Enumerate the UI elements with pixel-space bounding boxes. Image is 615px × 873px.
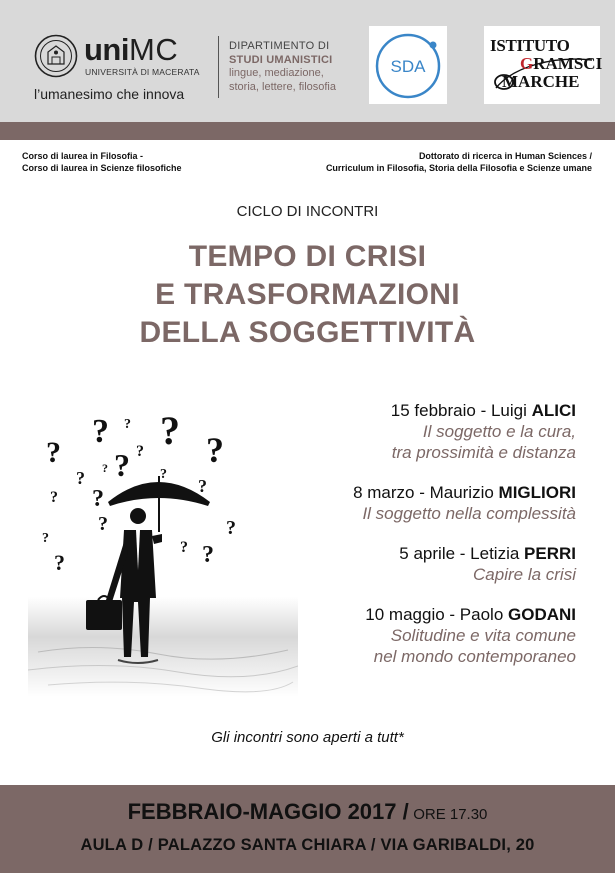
poster-title — [0, 238, 615, 352]
footer-dates-line — [0, 799, 615, 825]
gramsci-logo — [484, 26, 603, 104]
unimc-subtitle: UNIVERSITÀ DI MACERATA — [85, 67, 200, 77]
department-line-3: lingue, mediazione, — [229, 67, 324, 79]
svg-text:?: ? — [102, 461, 108, 475]
event-topic-line-2: nel mondo contemporaneo — [373, 647, 576, 666]
accent-band — [0, 122, 615, 140]
department-name: STUDI UMANISTICI — [229, 53, 333, 66]
event-speaker: 15 febbraio - Luigi ALICI — [390, 401, 576, 420]
unimc-tagline: l’umanesimo che innova — [34, 86, 185, 102]
unimc-logo — [34, 32, 204, 100]
event-topic-line-1: Il soggetto nella complessità — [362, 504, 576, 523]
sda-logo — [369, 26, 447, 104]
svg-text:?: ? — [160, 467, 167, 482]
svg-text:?: ? — [206, 430, 224, 470]
title-line-1: TEMPO DI CRISI — [188, 240, 427, 273]
event-item — [276, 543, 576, 585]
svg-text:?: ? — [92, 413, 109, 450]
course-left-line-2: Corso di laurea in Scienze filosofiche — [22, 163, 182, 173]
svg-text:?: ? — [92, 486, 104, 512]
svg-text:?: ? — [202, 542, 214, 568]
department-block — [229, 40, 336, 94]
svg-text:?: ? — [136, 443, 144, 460]
sda-ring-icon — [369, 26, 447, 104]
gramsci-line-1: ISTITUTO — [490, 36, 570, 55]
event-item — [276, 482, 576, 524]
svg-text:?: ? — [54, 550, 65, 575]
course-left-line-1: Corso di laurea in Filosofia - — [22, 151, 144, 161]
course-right-line-1: Dottorato di ricerca in Human Sciences / — [418, 151, 592, 161]
svg-text:?: ? — [180, 539, 188, 556]
gramsci-line-2: GRAMSCI — [520, 54, 603, 73]
event-topic-line-1: Capire la crisi — [473, 565, 576, 584]
event-item — [276, 400, 576, 463]
gramsci-line-3: MARCHE — [502, 72, 580, 91]
svg-text:?: ? — [46, 436, 61, 469]
event-topic-line-1: Solitudine e vita comune — [390, 626, 576, 645]
svg-text:?: ? — [42, 531, 49, 546]
course-right-line-2: Curriculum in Filosofia, Storia della Filosofia e Scienze umane — [325, 163, 592, 173]
footer-venue: AULA D / PALAZZO SANTA CHIARA / VIA GARIBALDI, 20 — [80, 836, 535, 854]
svg-text:?: ? — [124, 417, 131, 432]
events-list — [276, 400, 576, 686]
event-speaker: 5 aprile - Letizia PERRI — [399, 544, 576, 563]
sda-logo-text: SDA — [390, 57, 426, 76]
event-topic-line-2: tra prossimità e distanza — [391, 443, 576, 462]
department-line-4: storia, lettere, filosofia — [229, 80, 336, 93]
svg-text:?: ? — [160, 408, 180, 453]
footer-dates: FEBBRAIO-MAGGIO 2017 / — [127, 799, 409, 824]
open-to-all-note: Gli incontri sono aperti a tutt* — [211, 729, 404, 746]
courses-right — [326, 150, 592, 174]
svg-text:?: ? — [50, 489, 58, 506]
title-line-2: E TRASFORMAZIONI — [155, 278, 460, 311]
department-line-1: DIPARTIMENTO DI — [229, 40, 330, 52]
svg-text:?: ? — [226, 517, 236, 539]
svg-text:?: ? — [76, 468, 85, 488]
svg-text:?: ? — [198, 476, 207, 496]
footer-time: ORE 17.30 — [413, 806, 488, 823]
header-divider — [218, 36, 219, 98]
unimc-wordmark: uniMC — [84, 32, 179, 67]
series-label: CICLO DI INCONTRI — [236, 203, 379, 220]
event-item — [276, 604, 576, 667]
svg-text:?: ? — [114, 447, 130, 483]
event-speaker: 10 maggio - Paolo GODANI — [365, 605, 576, 624]
event-speaker: 8 marzo - Maurizio MIGLIORI — [353, 483, 576, 502]
man-with-umbrella-illustration — [28, 402, 298, 712]
event-topic-line-1: Il soggetto e la cura, — [422, 422, 576, 441]
courses-left — [22, 150, 182, 174]
svg-text:?: ? — [98, 513, 108, 535]
title-line-3: DELLA SOGGETTIVITÀ — [139, 316, 476, 349]
university-seal-icon — [34, 34, 78, 78]
